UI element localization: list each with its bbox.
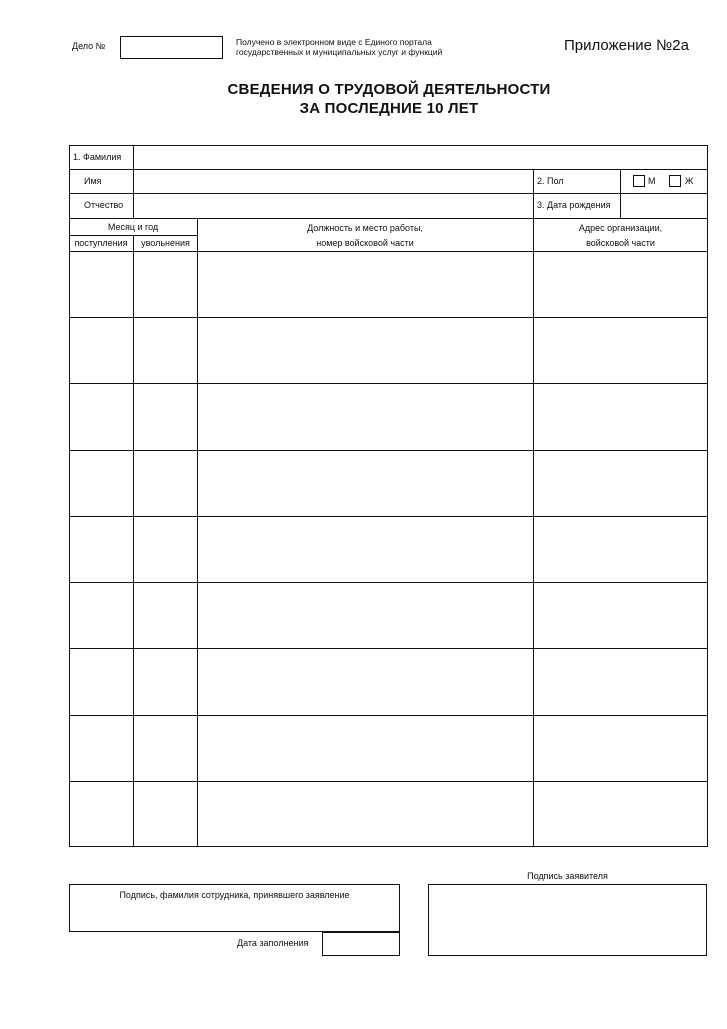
start-column-header: поступления (74, 238, 128, 248)
position-cell[interactable] (198, 649, 533, 713)
table-row (69, 582, 708, 648)
position-cell[interactable] (198, 583, 533, 647)
fill-date-label: Дата заполнения (237, 938, 309, 948)
position-header-line2: номер войсковой части (316, 238, 414, 248)
portal-note-line1: Получено в электронном виде с Единого портала (236, 37, 432, 47)
divider (69, 218, 708, 219)
end-date-cell[interactable] (134, 517, 197, 581)
position-column-header (197, 221, 533, 251)
position-cell[interactable] (198, 716, 533, 780)
employee-signature-label: Подпись, фамилия сотрудника, принявшего заявление (119, 890, 350, 900)
end-date-cell[interactable] (134, 318, 197, 382)
start-date-cell[interactable] (70, 716, 133, 780)
title-line2: ЗА ПОСЛЕДНИЕ 10 ЛЕТ (299, 100, 479, 117)
table-row (69, 251, 708, 317)
birthdate-field[interactable] (621, 194, 707, 218)
start-date-cell[interactable] (70, 451, 133, 515)
end-date-cell[interactable] (134, 384, 197, 448)
page-title (150, 81, 628, 117)
applicant-signature-box[interactable] (428, 884, 707, 956)
address-cell[interactable] (534, 252, 707, 316)
table-row (69, 648, 708, 714)
end-date-cell[interactable] (134, 782, 197, 846)
applicant-signature-label: Подпись заявителя (527, 871, 608, 881)
start-date-cell[interactable] (70, 649, 133, 713)
start-date-cell[interactable] (70, 318, 133, 382)
name-label: Имя (84, 176, 102, 186)
title-line1: СВЕДЕНИЯ О ТРУДОВОЙ ДЕЯТЕЛЬНОСТИ (227, 81, 551, 98)
address-cell[interactable] (534, 649, 707, 713)
position-cell[interactable] (198, 318, 533, 382)
position-cell[interactable] (198, 252, 533, 316)
address-header-line1: Адрес организации, (578, 223, 663, 233)
gender-label: 2. Пол (537, 176, 564, 186)
address-header-line2: войсковой части (586, 238, 655, 248)
table-row (69, 450, 708, 516)
table-row (69, 715, 708, 781)
end-date-cell[interactable] (134, 583, 197, 647)
end-date-cell[interactable] (134, 649, 197, 713)
address-cell[interactable] (534, 517, 707, 581)
divider (533, 169, 534, 218)
table-row (69, 317, 708, 383)
end-date-cell[interactable] (134, 451, 197, 515)
gender-female-label: Ж (685, 176, 694, 186)
case-number-label: Дело № (72, 41, 106, 51)
start-date-cell[interactable] (70, 252, 133, 316)
address-cell[interactable] (534, 451, 707, 515)
gender-female-checkbox[interactable] (669, 175, 681, 187)
address-column-header (533, 221, 708, 251)
fill-date-field[interactable] (322, 932, 400, 956)
patronymic-field[interactable] (134, 194, 532, 218)
table-row (69, 516, 708, 582)
end-date-cell[interactable] (134, 252, 197, 316)
end-column-header: увольнения (141, 238, 190, 248)
address-cell[interactable] (534, 716, 707, 780)
table-row (69, 383, 708, 449)
gender-male-label: М (648, 176, 656, 186)
case-number-field[interactable] (120, 36, 223, 59)
position-header-line1: Должность и место работы, (307, 223, 423, 233)
month-year-header: Месяц и год (107, 222, 159, 232)
address-cell[interactable] (534, 782, 707, 846)
surname-label: 1. Фамилия (73, 152, 122, 162)
start-date-cell[interactable] (70, 384, 133, 448)
start-date-cell[interactable] (70, 583, 133, 647)
name-field[interactable] (134, 170, 532, 193)
address-cell[interactable] (534, 583, 707, 647)
position-cell[interactable] (198, 384, 533, 448)
address-cell[interactable] (534, 318, 707, 382)
position-cell[interactable] (198, 451, 533, 515)
birthdate-label: 3. Дата рождения (537, 200, 611, 210)
surname-field[interactable] (134, 146, 707, 169)
address-cell[interactable] (534, 384, 707, 448)
position-cell[interactable] (198, 782, 533, 846)
appendix-label: Приложение №2а (564, 37, 689, 54)
portal-note (236, 37, 496, 57)
patronymic-label: Отчество (84, 200, 124, 210)
start-date-cell[interactable] (70, 782, 133, 846)
position-cell[interactable] (198, 517, 533, 581)
end-date-cell[interactable] (134, 716, 197, 780)
start-date-cell[interactable] (70, 517, 133, 581)
table-row (69, 781, 708, 847)
portal-note-line2: государственных и муниципальных услуг и функций (236, 47, 443, 57)
gender-male-checkbox[interactable] (633, 175, 645, 187)
